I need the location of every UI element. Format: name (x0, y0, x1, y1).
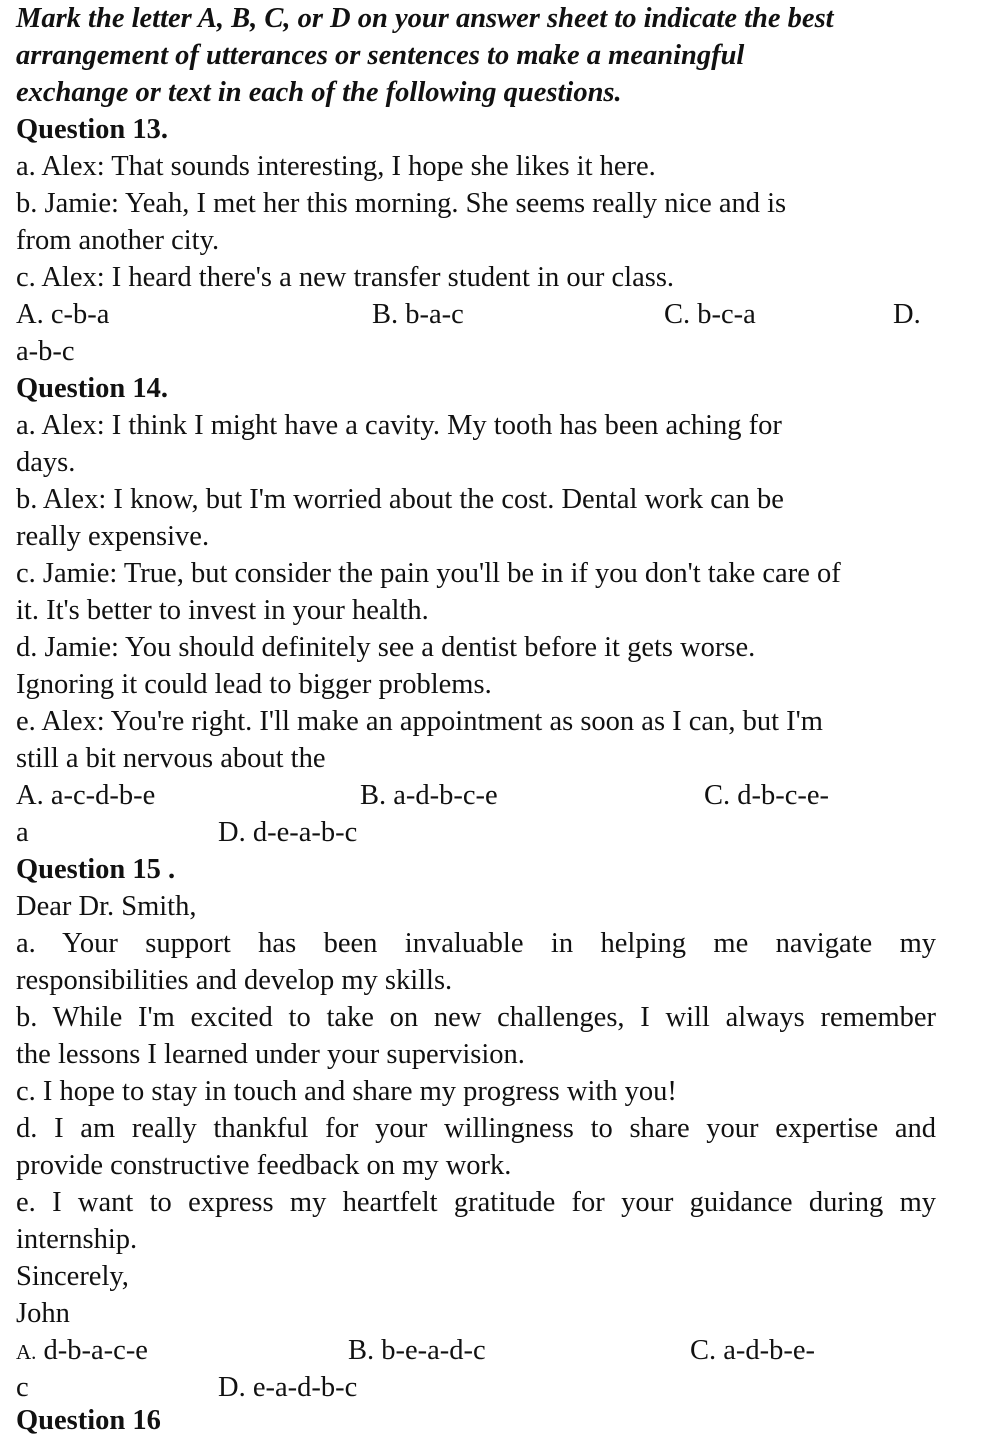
question-13-option-d-letter: D. (893, 299, 921, 330)
question-14-option-c: C. d-b-c-e- (704, 780, 830, 811)
question-14-option-b: B. a-d-b-c-e (360, 780, 498, 811)
letter-signature: John (16, 1298, 70, 1329)
question-14-line-a-cont: days. (16, 447, 76, 478)
question-14-line-d-cont: Ignoring it could lead to bigger problems. (16, 669, 492, 700)
question-15-option-a (16, 1332, 148, 1371)
question-14-option-a: A. a-c-d-b-e (16, 780, 156, 811)
question-13-option-b: B. b-a-c (372, 299, 464, 330)
instructions-line-2: arrangement of utterances or sentences to make a meaningful (16, 40, 745, 71)
question-14-line-e: e. Alex: You're right. I'll make an appointment as soon as I can, but I'm (16, 706, 823, 737)
question-15-option-b: B. b-e-a-d-c (348, 1335, 486, 1366)
question-14-option-d: D. d-e-a-b-c (218, 817, 358, 848)
instructions-line-1: Mark the letter A, B, C, or D on your answer sheet to indicate the best (16, 3, 834, 34)
question-15-option-a-letter: A. (16, 1340, 37, 1364)
letter-greeting: Dear Dr. Smith, (16, 891, 197, 922)
letter-closing: Sincerely, (16, 1261, 129, 1292)
question-13-line-a: a. Alex: That sounds interesting, I hope she likes it here. (16, 151, 656, 182)
instructions-line-3: exchange or text in each of the following questions. (16, 77, 622, 108)
question-14-option-c-cont: a (16, 817, 29, 848)
question-16-heading-cutoff: Question 16 (16, 1405, 161, 1436)
question-14-line-b-cont: really expensive. (16, 521, 210, 552)
question-15-line-b: b. While I'm excited to take on new challenges, I will always remember (16, 1002, 936, 1033)
question-14-line-c-cont: it. It's better to invest in your health. (16, 595, 429, 626)
question-13-line-c: c. Alex: I heard there's a new transfer student in our class. (16, 262, 675, 293)
question-15-line-d: d. I am really thankful for your willingness to share your expertise and (16, 1113, 936, 1144)
question-15-line-a: a. Your support has been invaluable in helping me navigate my (16, 928, 936, 959)
question-15-option-d: D. e-a-d-b-c (218, 1372, 358, 1403)
question-14-line-e-cont: still a bit nervous about the (16, 743, 326, 774)
question-15-line-c: c. I hope to stay in touch and share my progress with you! (16, 1076, 677, 1107)
question-15-line-d-cont: provide constructive feedback on my work. (16, 1150, 512, 1181)
question-14-heading: Question 14. (16, 373, 169, 404)
question-15-line-a-cont: responsibilities and develop my skills. (16, 965, 453, 996)
question-13-option-c: C. b-c-a (664, 299, 756, 330)
question-13-line-b: b. Jamie: Yeah, I met her this morning. She seems really nice and is (16, 188, 787, 219)
question-13-option-d-value: a-b-c (16, 336, 75, 367)
question-13-heading: Question 13. (16, 114, 169, 145)
question-13-option-a: A. c-b-a (16, 299, 110, 330)
question-14-line-b: b. Alex: I know, but I'm worried about the cost. Dental work can be (16, 484, 784, 515)
question-15-line-b-cont: the lessons I learned under your supervision. (16, 1039, 525, 1070)
question-15-option-a-value: d-b-a-c-e (43, 1335, 148, 1366)
question-15-line-e-cont: internship. (16, 1224, 138, 1255)
question-14-line-a: a. Alex: I think I might have a cavity. My tooth has been aching for (16, 410, 782, 441)
question-14-line-d: d. Jamie: You should definitely see a dentist before it gets worse. (16, 632, 756, 663)
question-14-line-c: c. Jamie: True, but consider the pain you'll be in if you don't take care of (16, 558, 841, 589)
question-15-option-c-cont: c (16, 1372, 29, 1403)
question-15-heading: Question 15 . (16, 854, 176, 885)
question-13-line-b-cont: from another city. (16, 225, 220, 256)
question-15-option-c: C. a-d-b-e- (690, 1335, 816, 1366)
question-15-line-e: e. I want to express my heartfelt gratitude for your guidance during my (16, 1187, 936, 1218)
